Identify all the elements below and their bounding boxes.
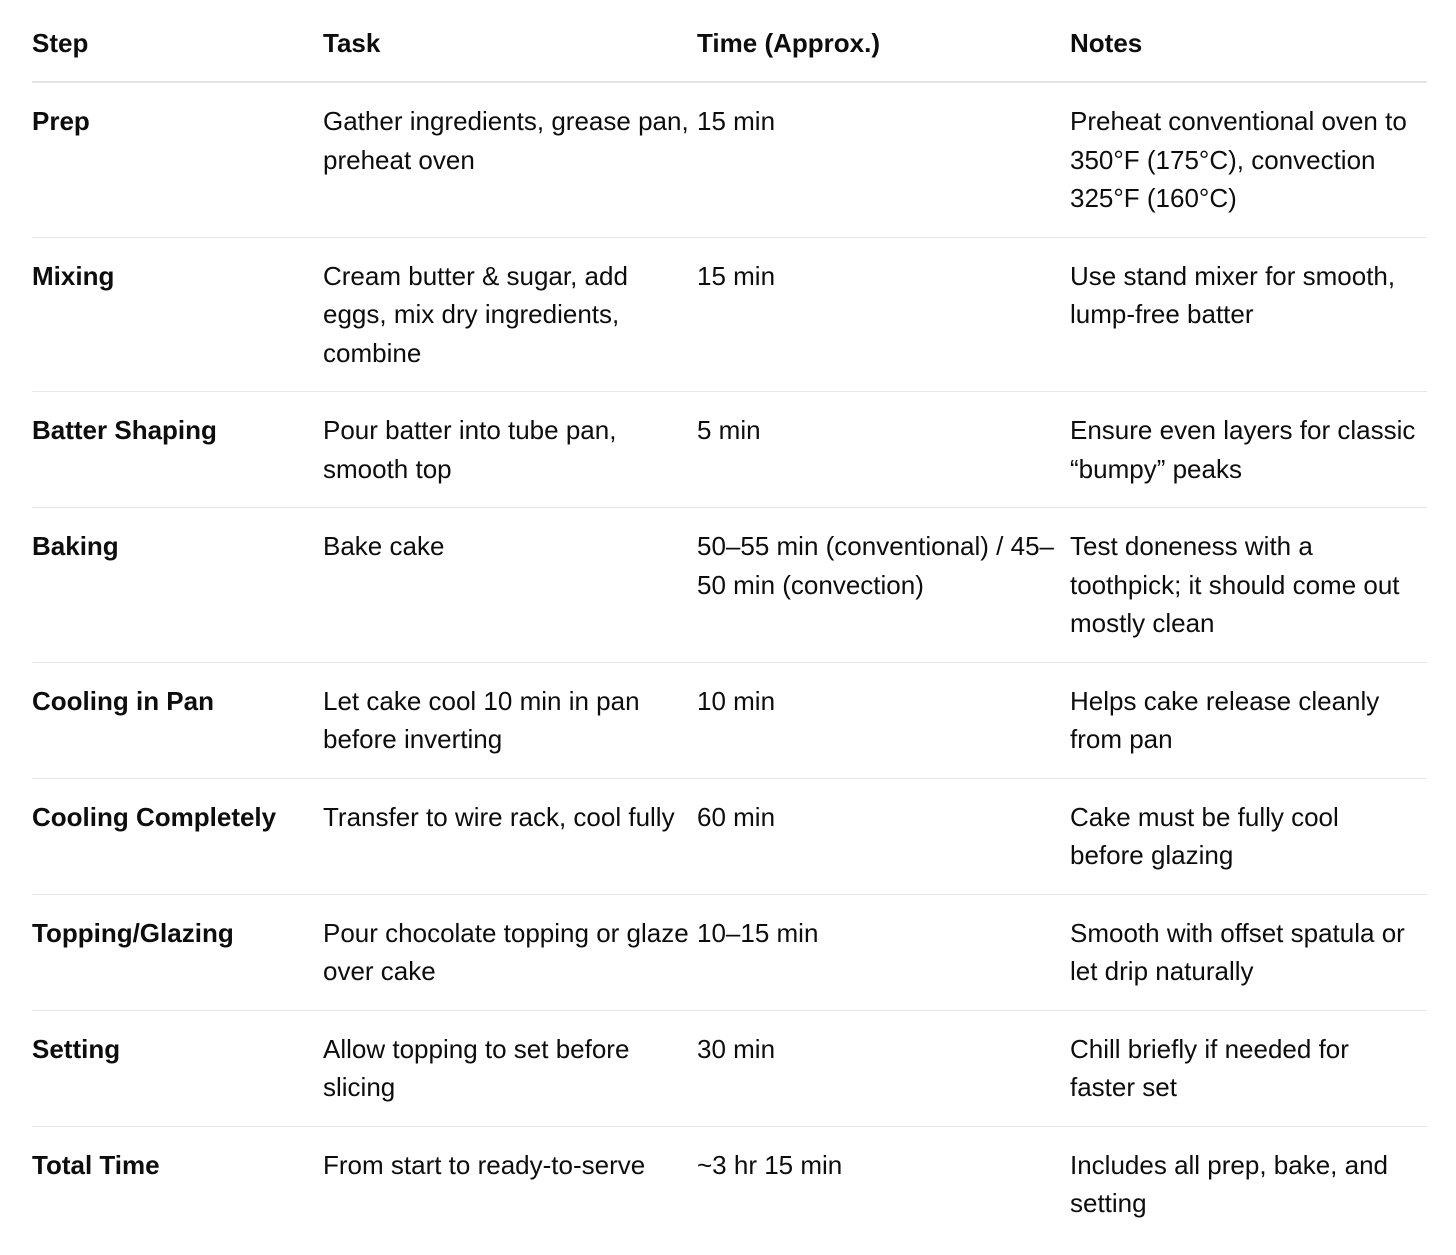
task-cell: Let cake cool 10 min in pan before inverting	[323, 662, 697, 778]
step-cell: Cooling Completely	[32, 778, 323, 894]
recipe-timeline-table-container	[32, 0, 1427, 1242]
notes-cell: Includes all prep, bake, and setting	[1070, 1149, 1388, 1218]
time-cell: 10 min	[697, 662, 1070, 778]
table-row	[32, 1126, 1427, 1242]
notes-cell: Cake must be fully cool before glazing	[1070, 778, 1427, 894]
task-cell: Pour batter into tube pan, smooth top	[323, 392, 697, 508]
table-body	[32, 82, 1427, 1242]
notes-cell: Test doneness with a toothpick; it should come out mostly clean	[1070, 508, 1427, 663]
notes-cell: Smooth with offset spatula or let drip naturally	[1070, 894, 1427, 1010]
recipe-timeline-table	[32, 0, 1427, 1242]
table-row	[32, 662, 1427, 778]
time-cell: 50–55 min (conventional) / 45–50 min (convection)	[697, 508, 1070, 663]
table-row	[32, 508, 1427, 663]
task-cell: From start to ready-to-serve	[323, 1149, 646, 1180]
time-cell: 60 min	[697, 778, 1070, 894]
time-cell: ~3 hr 15 min	[697, 1149, 843, 1180]
time-cell: 15 min	[697, 82, 1070, 237]
header-row	[32, 0, 1427, 82]
task-cell: Transfer to wire rack, cool fully	[323, 778, 697, 894]
notes-cell: Ensure even layers for classic “bumpy” peaks	[1070, 392, 1427, 508]
table-row	[32, 392, 1427, 508]
time-cell: 10–15 min	[697, 894, 1070, 1010]
header-time: Time (Approx.)	[697, 0, 1070, 82]
notes-cell: Helps cake release cleanly from pan	[1070, 662, 1427, 778]
step-cell: Batter Shaping	[32, 392, 323, 508]
step-cell: Setting	[32, 1010, 323, 1126]
time-cell: 5 min	[697, 392, 1070, 508]
task-cell: Pour chocolate topping or glaze over cake	[323, 894, 697, 1010]
table-row	[32, 778, 1427, 894]
notes-cell: Chill briefly if needed for faster set	[1070, 1010, 1427, 1126]
step-cell: Cooling in Pan	[32, 662, 323, 778]
time-cell: 15 min	[697, 237, 1070, 392]
table-header	[32, 0, 1427, 82]
table-row	[32, 894, 1427, 1010]
step-cell: Baking	[32, 508, 323, 663]
task-cell: Cream butter & sugar, add eggs, mix dry ingredients, combine	[323, 237, 697, 392]
task-cell: Gather ingredients, grease pan, preheat oven	[323, 82, 697, 237]
notes-cell: Use stand mixer for smooth, lump-free batter	[1070, 237, 1427, 392]
header-notes: Notes	[1070, 0, 1427, 82]
step-cell: Prep	[32, 82, 323, 237]
table-row	[32, 82, 1427, 237]
table-row	[32, 1010, 1427, 1126]
step-cell: Mixing	[32, 237, 323, 392]
notes-cell: Preheat conventional oven to 350°F (175°C), convection 325°F (160°C)	[1070, 82, 1427, 237]
time-cell: 30 min	[697, 1010, 1070, 1126]
header-task: Task	[323, 0, 697, 82]
step-cell: Topping/Glazing	[32, 894, 323, 1010]
task-cell: Bake cake	[323, 508, 697, 663]
table-row	[32, 237, 1427, 392]
header-step: Step	[32, 0, 323, 82]
task-cell: Allow topping to set before slicing	[323, 1010, 697, 1126]
step-cell: Total Time	[32, 1149, 160, 1180]
